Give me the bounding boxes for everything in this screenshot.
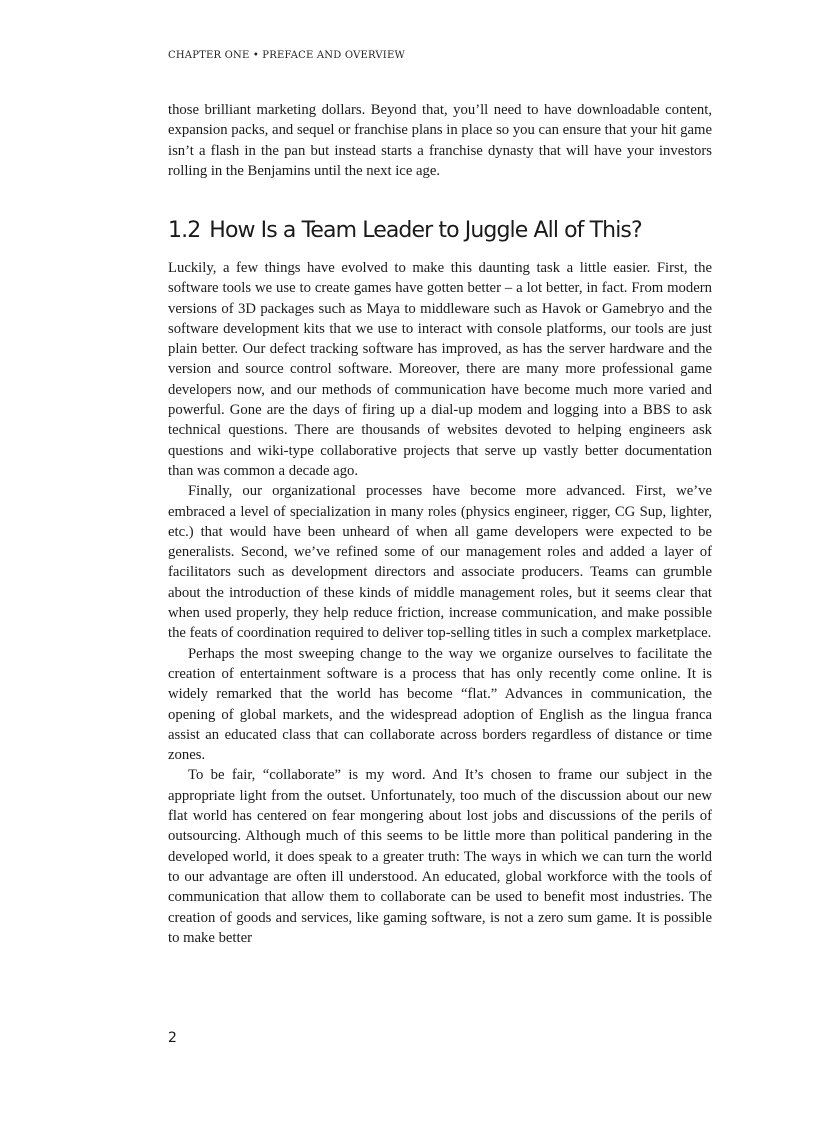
section-body	[168, 258, 712, 948]
body-paragraph: Luckily, a few things have evolved to make this daunting task a little easier. First, the software tools we use to create games have gotten better – a lot better, in fact. From modern versions of 3D packages such as Maya to middleware such as Havok or Gamebryo and the software development kits that we use to interact with console platforms, our tools are just plain better. Our defect tracking software has improved, as has the server hardware and the version and source control software. Moreover, there are many more professional game developers now, and our methods of communication have become much more varied and powerful. Gone are the days of firing up a dial-up modem and logging into a BBS to ask technical questions. There are thousands of websites devoted to helping engineers ask questions and wiki-type collaborative projects that serve up vastly better documentation than was common a decade ago.	[168, 260, 712, 479]
section-title: How Is a Team Leader to Juggle All of This?	[209, 218, 642, 243]
section-heading	[168, 218, 642, 243]
intro-paragraph: those brilliant marketing dollars. Beyond that, you’ll need to have downloadable content, expansion packs, and sequel or franchise plans in place so you can ensure that your hit game isn’t a flash in the pan but instead starts a franchise dynasty that will have your investors rolling in the Benjamins until the next ice age.	[168, 102, 712, 179]
page-number: 2	[168, 1030, 177, 1046]
body-paragraph: To be fair, “collaborate” is my word. And It’s chosen to frame our subject in the appropriate light from the outset. Unfortunately, too much of the discussion about our new flat world has centered on fear mongering about lost jobs and discussions of the perils of outsourcing. Although much of this seems to be little more than political pandering in the developed world, it does speak to a greater truth: The ways in which we can turn the world to our advantage are often ill understood. An educated, global workforce with the tools of communication that allow them to collaborate can be used to benefit most industries. The creation of goods and services, like gaming software, is not a zero sum game. It is possible to make better	[168, 767, 712, 946]
intro-text-block	[168, 100, 712, 181]
book-page	[168, 0, 712, 1123]
body-paragraph: Perhaps the most sweeping change to the way we organize ourselves to facilitate the creation of entertainment software is a process that has only recently come online. It is widely remarked that the world has become “flat.” Advances in communication, the opening of global markets, and the widespread adoption of English as the lingua franca assist an educated class that can collaborate across borders regardless of distance or time zones.	[168, 645, 712, 764]
section-number: 1.2	[168, 218, 201, 243]
running-header: CHAPTER ONE • PREFACE AND OVERVIEW	[168, 50, 405, 61]
body-paragraph: Finally, our organizational processes have become more advanced. First, we’ve embraced a level of specialization in many roles (physics engineer, rigger, CG Sup, lighter, etc.) that would have been unheard of when all game developers were expected to be generalists. Second, we’ve refined some of our management roles and added a layer of facilitators such as development directors and associate producers. Teams can grumble about the introduction of these kinds of middle management roles, but it seems clear that when used properly, they help reduce friction, increase communication, and make possible the feats of coordination required to deliver top-selling titles in such a complex marketplace.	[168, 483, 712, 642]
